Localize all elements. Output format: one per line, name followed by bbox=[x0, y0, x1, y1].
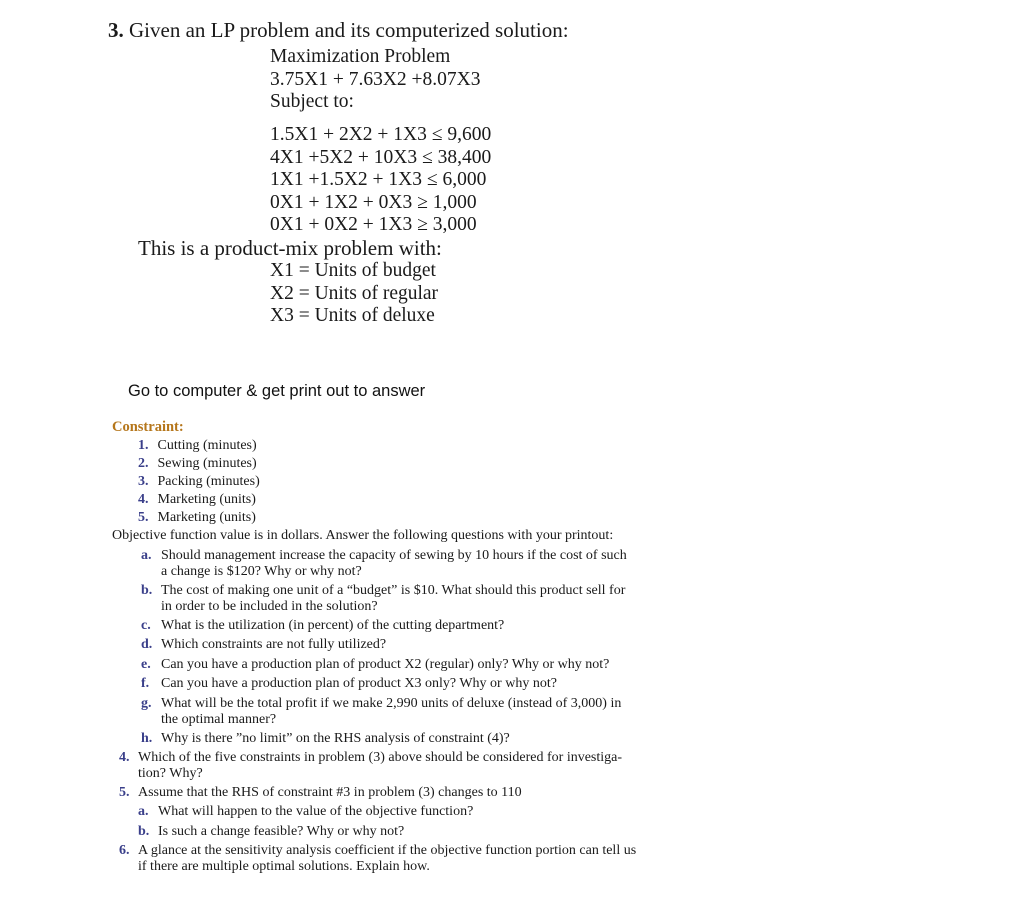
question-text: Should management increase the capacity of sewing by 10 hours if the cost of such bbox=[161, 548, 627, 563]
lp-constraint: 0X1 + 1X2 + 0X3 ≥ 1,000 bbox=[270, 191, 477, 213]
lp-constraint: 4X1 +5X2 + 10X3 ≤ 38,400 bbox=[270, 146, 492, 168]
variable-line: X2 = Units of regular bbox=[270, 282, 439, 304]
lp-line: Subject to: bbox=[270, 91, 354, 113]
product-mix-text: This is a product-mix problem with: bbox=[138, 236, 442, 260]
question-label: b. bbox=[138, 824, 150, 839]
problem-title bbox=[108, 18, 569, 43]
question-b bbox=[141, 583, 625, 614]
question-g bbox=[141, 696, 621, 727]
question-text: The cost of making one unit of a “budget” is $10. What should this product sell for bbox=[161, 583, 626, 598]
constraint-item-number: 2. bbox=[138, 456, 149, 471]
question-text: Which constraints are not fully utilized? bbox=[161, 637, 387, 652]
variable-line: X3 = Units of deluxe bbox=[270, 305, 435, 327]
question-label: e. bbox=[141, 657, 151, 672]
objective-note: Objective function value is in dollars. Answer the following questions with your printout: bbox=[112, 528, 614, 543]
question-text: tion? Why? bbox=[138, 765, 203, 781]
question-text: Assume that the RHS of constraint #3 in problem (3) changes to 110 bbox=[138, 785, 522, 800]
lp-constraint: 1X1 +1.5X2 + 1X3 ≤ 6,000 bbox=[270, 169, 487, 191]
constraint-item-number: 5. bbox=[138, 510, 149, 525]
question-label: h. bbox=[141, 731, 153, 746]
question-text: A glance at the sensitivity analysis coefficient if the objective function portion can tell us bbox=[138, 843, 637, 858]
problem-6 bbox=[119, 843, 636, 874]
question-label: c. bbox=[141, 618, 151, 633]
question-text: Can you have a production plan of product X2 (regular) only? Why or why not? bbox=[161, 657, 610, 672]
problem-4 bbox=[119, 750, 622, 781]
lp-line: Maximization Problem bbox=[270, 46, 451, 67]
question-text: Why is there ”no limit” on the RHS analysis of constraint (4)? bbox=[161, 731, 510, 746]
question-label: b. bbox=[141, 583, 153, 598]
question-text: if there are multiple optimal solutions. Explain how. bbox=[138, 858, 430, 874]
question-5a bbox=[138, 804, 473, 820]
lp-header bbox=[270, 46, 481, 114]
constraint-list bbox=[138, 437, 260, 527]
question-text: What is the utilization (in percent) of the cutting department? bbox=[161, 618, 505, 633]
question-c bbox=[141, 618, 504, 634]
question-text: What will be the total profit if we make 2,990 units of deluxe (instead of 3,000) in bbox=[161, 696, 622, 711]
constraint-item-text: Sewing (minutes) bbox=[157, 456, 257, 471]
variable-definitions bbox=[270, 260, 438, 328]
lp-constraints bbox=[270, 124, 491, 237]
constraint-item-number: 1. bbox=[138, 438, 149, 453]
question-label: d. bbox=[141, 637, 153, 652]
question-text: Which of the five constraints in problem (3) above should be considered for investiga- bbox=[138, 750, 623, 765]
instruction-text: Go to computer & get print out to answer bbox=[128, 382, 426, 400]
variable-line: X1 = Units of budget bbox=[270, 260, 436, 281]
question-text: in order to be included in the solution? bbox=[161, 598, 378, 614]
lp-constraint: 1.5X1 + 2X2 + 1X3 ≤ 9,600 bbox=[270, 124, 492, 145]
constraint-item-text: Cutting (minutes) bbox=[157, 438, 257, 453]
constraint-item-text: Packing (minutes) bbox=[157, 474, 260, 489]
constraint-item-text: Marketing (units) bbox=[157, 510, 256, 525]
problem-title-text: Given an LP problem and its computerized solution: bbox=[129, 18, 569, 42]
question-5b bbox=[138, 824, 404, 840]
constraint-item bbox=[138, 455, 260, 473]
question-text: a change is $120? Why or why not? bbox=[161, 563, 362, 579]
constraint-item bbox=[138, 437, 260, 455]
question-f bbox=[141, 676, 557, 692]
lp-line: 3.75X1 + 7.63X2 +8.07X3 bbox=[270, 68, 481, 90]
question-label: 4. bbox=[119, 750, 130, 765]
constraint-item-number: 3. bbox=[138, 474, 149, 489]
problem-5 bbox=[119, 785, 522, 801]
problem-number: 3. bbox=[108, 18, 124, 42]
constraint-item bbox=[138, 473, 260, 491]
constraint-heading: Constraint: bbox=[112, 419, 184, 435]
question-e bbox=[141, 657, 609, 673]
question-text: What will happen to the value of the objective function? bbox=[158, 804, 474, 819]
question-text: Is such a change feasible? Why or why not? bbox=[158, 824, 405, 839]
question-d bbox=[141, 637, 386, 653]
question-label: f. bbox=[141, 676, 150, 691]
lp-constraint: 0X1 + 0X2 + 1X3 ≥ 3,000 bbox=[270, 214, 477, 236]
question-label: 6. bbox=[119, 843, 130, 858]
question-h bbox=[141, 731, 510, 747]
question-text: the optimal manner? bbox=[161, 711, 277, 727]
question-label: a. bbox=[141, 548, 152, 563]
question-a bbox=[141, 548, 627, 579]
question-label: a. bbox=[138, 804, 149, 819]
question-label: 5. bbox=[119, 785, 130, 800]
constraint-item bbox=[138, 491, 260, 509]
constraint-item-number: 4. bbox=[138, 492, 149, 507]
question-label: g. bbox=[141, 696, 152, 711]
question-text: Can you have a production plan of product X3 only? Why or why not? bbox=[161, 676, 557, 691]
constraint-item-text: Marketing (units) bbox=[157, 492, 256, 507]
constraint-item bbox=[138, 509, 260, 527]
